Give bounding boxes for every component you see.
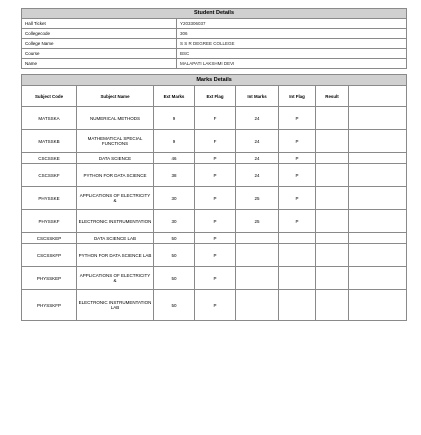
header-ext-marks: Ext Marks [154,86,195,107]
ext-marks-cell: 30 [154,210,195,233]
ext-marks-cell: 9 [154,107,195,130]
header-spacer [349,86,407,107]
ext-marks-cell: 50 [154,244,195,267]
student-row-course [22,49,407,59]
result-cell [316,290,349,321]
subject-name-cell: PYTHON FOR DATA SCIENCE LAB [77,244,154,267]
spacer-cell [349,130,407,153]
ext-marks-cell: 9 [154,130,195,153]
table-row [22,267,407,290]
subject-code-cell: MATSSKA [22,107,77,130]
field-label: Name [22,59,177,69]
int-flag-cell: P [279,210,316,233]
header-int-marks: Int Marks [236,86,279,107]
spacer-cell [349,290,407,321]
spacer-cell [349,153,407,164]
result-cell [316,267,349,290]
result-cell [316,210,349,233]
table-row [22,233,407,244]
marks-header-row [22,86,407,107]
spacer-cell [349,107,407,130]
field-value: Y203306037 [177,19,407,29]
field-value: S S R DEGREE COLLEGE [177,39,407,49]
field-label: College Name [22,39,177,49]
ext-marks-cell: 38 [154,164,195,187]
ext-marks-cell: 50 [154,233,195,244]
subject-code-cell: PHYSSKF [22,210,77,233]
results-sheet [21,8,406,321]
field-label: Course [22,49,177,59]
subject-code-cell: MATSSKB [22,130,77,153]
subject-name-cell: APPLICATIONS OF ELECTRICITY & [77,187,154,210]
int-flag-cell [279,244,316,267]
int-marks-cell: 25 [236,187,279,210]
table-row [22,107,407,130]
student-row-college-code [22,29,407,39]
student-details-table [21,8,407,69]
ext-marks-cell: 30 [154,187,195,210]
int-marks-cell [236,267,279,290]
subject-code-cell: CSCSSKFP [22,244,77,267]
subject-name-cell: DATA SCIENCE [77,153,154,164]
int-flag-cell [279,290,316,321]
result-cell [316,164,349,187]
header-subject-code: Subject Code [22,86,77,107]
int-flag-cell: P [279,164,316,187]
subject-name-cell: NUMERICAL METHODS [77,107,154,130]
subject-name-cell: MATHEMATICAL SPECIAL FUNCTIONS [77,130,154,153]
int-flag-cell [279,233,316,244]
ext-flag-cell: P [195,233,236,244]
int-marks-cell [236,244,279,267]
table-row [22,187,407,210]
result-cell [316,244,349,267]
table-row [22,290,407,321]
table-row [22,153,407,164]
field-label: Hall Ticket [22,19,177,29]
header-result: Result [316,86,349,107]
table-row [22,210,407,233]
result-cell [316,233,349,244]
marks-details-table [21,74,407,321]
subject-name-cell: DATA SCIENCE LAB [77,233,154,244]
int-flag-cell: P [279,107,316,130]
int-marks-cell [236,233,279,244]
ext-marks-cell: 50 [154,290,195,321]
ext-flag-cell: F [195,107,236,130]
field-label: Collegecode [22,29,177,39]
ext-flag-cell: P [195,244,236,267]
int-marks-cell: 24 [236,153,279,164]
ext-marks-cell: 50 [154,267,195,290]
int-flag-cell: P [279,130,316,153]
ext-flag-cell: P [195,187,236,210]
subject-code-cell: PHYSSKE [22,187,77,210]
subject-code-cell: PHYSSKFP [22,290,77,321]
header-ext-flag: Ext Flag [195,86,236,107]
header-int-flag: Int Flag [279,86,316,107]
subject-code-cell: CSCSSKE [22,153,77,164]
int-flag-cell [279,267,316,290]
student-row-name [22,59,407,69]
spacer-cell [349,233,407,244]
ext-marks-cell: 46 [154,153,195,164]
ext-flag-cell: F [195,130,236,153]
subject-name-cell: ELECTRONIC INSTRUMENTATION [77,210,154,233]
table-row [22,130,407,153]
result-cell [316,130,349,153]
subject-name-cell: APPLICATIONS OF ELECTRICITY & [77,267,154,290]
result-cell [316,153,349,164]
spacer-cell [349,210,407,233]
result-cell [316,107,349,130]
student-details-title: Student Details [22,9,407,19]
result-cell [316,187,349,210]
spacer-cell [349,267,407,290]
subject-name-cell: PYTHON FOR DATA SCIENCE [77,164,154,187]
ext-flag-cell: P [195,290,236,321]
subject-name-cell: ELECTRONIC INSTRUMENTATION LAB [77,290,154,321]
subject-code-cell: CSCSSKF [22,164,77,187]
spacer-cell [349,164,407,187]
spacer-cell [349,187,407,210]
table-row [22,164,407,187]
subject-code-cell: PHYSSKEP [22,267,77,290]
student-row-college-name [22,39,407,49]
header-subject-name: Subject Name [77,86,154,107]
int-marks-cell [236,290,279,321]
int-flag-cell: P [279,187,316,210]
student-row-hall-ticket [22,19,407,29]
int-marks-cell: 24 [236,130,279,153]
int-marks-cell: 24 [236,164,279,187]
spacer-cell [349,244,407,267]
subject-code-cell: CSCSSKEP [22,233,77,244]
field-value: BSC [177,49,407,59]
marks-body [22,107,407,321]
ext-flag-cell: P [195,164,236,187]
marks-details-title: Marks Details [22,75,407,86]
int-marks-cell: 24 [236,107,279,130]
ext-flag-cell: P [195,210,236,233]
table-row [22,244,407,267]
field-value: MALAPATI LAKSHMI DEVI [177,59,407,69]
int-marks-cell: 25 [236,210,279,233]
ext-flag-cell: P [195,153,236,164]
ext-flag-cell: P [195,267,236,290]
int-flag-cell: P [279,153,316,164]
field-value: 306 [177,29,407,39]
